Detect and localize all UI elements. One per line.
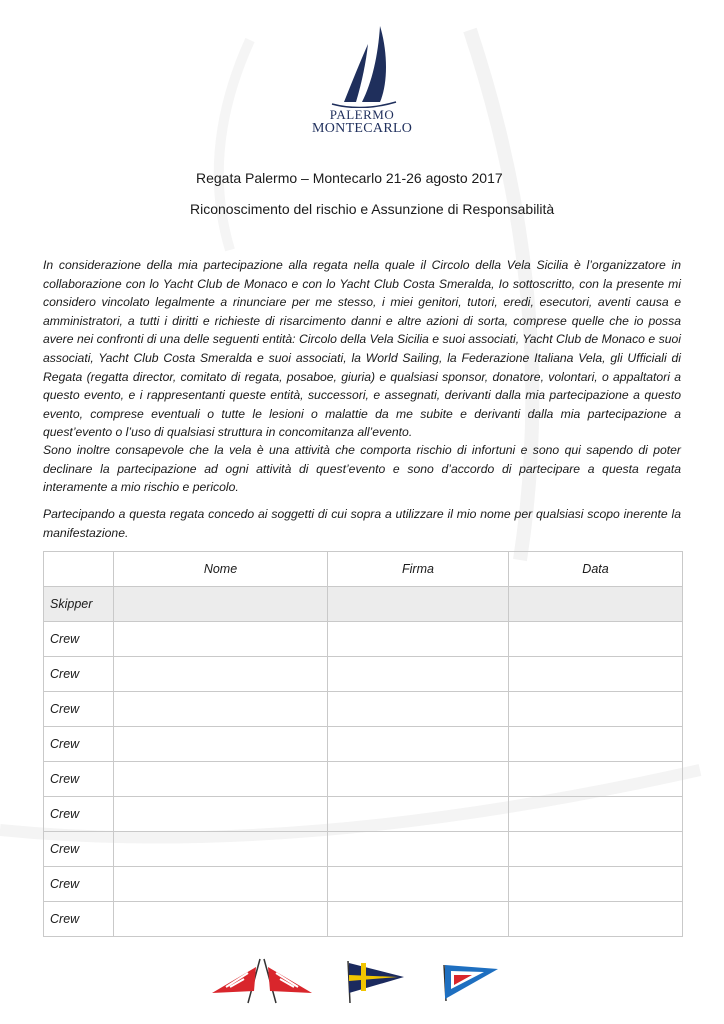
nome-cell[interactable] (114, 622, 328, 657)
firma-cell[interactable] (328, 867, 509, 902)
role-cell: Crew (44, 867, 114, 902)
nome-cell[interactable] (114, 797, 328, 832)
data-cell[interactable] (509, 692, 683, 727)
nome-cell[interactable] (114, 867, 328, 902)
palermo-montecarlo-logo (312, 22, 412, 144)
table-row (44, 797, 683, 832)
role-cell: Crew (44, 797, 114, 832)
document-title: Regata Palermo – Montecarlo 21-26 agosto 2017 (196, 170, 503, 186)
table-row (44, 832, 683, 867)
firma-cell[interactable] (328, 727, 509, 762)
table-row (44, 867, 683, 902)
data-cell[interactable] (509, 762, 683, 797)
role-cell: Crew (44, 832, 114, 867)
sailboat-logo-icon (322, 22, 402, 108)
firma-cell[interactable] (328, 762, 509, 797)
data-cell[interactable] (509, 867, 683, 902)
table-row (44, 692, 683, 727)
role-cell: Crew (44, 727, 114, 762)
table-row (44, 622, 683, 657)
role-cell: Crew (44, 657, 114, 692)
firma-cell[interactable] (328, 797, 509, 832)
yacht-club-costa-smeralda-burgee-icon (444, 965, 498, 1001)
club-burgees-footer (208, 957, 518, 1007)
data-cell[interactable] (509, 727, 683, 762)
firma-cell[interactable] (328, 692, 509, 727)
firma-cell[interactable] (328, 587, 509, 622)
data-cell[interactable] (509, 902, 683, 937)
signature-table (43, 551, 683, 937)
table-row (44, 902, 683, 937)
header-data: Data (509, 552, 683, 587)
table-row (44, 762, 683, 797)
header-nome: Nome (114, 552, 328, 587)
role-cell: Crew (44, 902, 114, 937)
circolo-vela-sicilia-burgee-icon (212, 959, 312, 1003)
logo-line-1: PALERMO (329, 107, 395, 122)
firma-cell[interactable] (328, 832, 509, 867)
table-header-row (44, 552, 683, 587)
role-cell: Crew (44, 762, 114, 797)
table-row (44, 657, 683, 692)
yacht-club-monaco-burgee-icon (348, 961, 404, 1003)
table-row (44, 727, 683, 762)
nome-cell[interactable] (114, 657, 328, 692)
firma-cell[interactable] (328, 657, 509, 692)
nome-cell[interactable] (114, 727, 328, 762)
data-cell[interactable] (509, 797, 683, 832)
paragraph-name-usage: Partecipando a questa regata concedo ai soggetti di cui sopra a utilizzare il mio nome per qualsiasi scopo inerente la manifestazione. (43, 507, 681, 540)
document-subtitle: Riconoscimento del rischio e Assunzione di Responsabilità (190, 201, 555, 217)
firma-cell[interactable] (328, 622, 509, 657)
role-cell: Skipper (44, 587, 114, 622)
data-cell[interactable] (509, 587, 683, 622)
paragraph-waiver: In considerazione della mia partecipazione alla regata nella quale il Circolo della Vela Sicilia è l’organizzatore in collaborazione con lo Yacht Club de Monaco e con lo Yacht Club Costa Smeralda, Io sottoscritto, con la presente mi considero vincolato legalmente a rinunciare per me stesso, i miei genitori, tutori, eredi, esecutori, aventi causa e amministratori, a tutti i diritti e richieste di risarcimento danni e altre azioni di sorta, comprese quelle che io possa avere nei confronti di una delle seguenti entità: Circolo della Vela Sicilia e suoi associati, Yacht Club de Monaco e suoi associati, Yacht Club Costa Smeralda e suoi associati, la World Sailing, la Federazione Italiana Vela, gli Ufficiali di Regata (regatta director, comitato di regata, posaboe, giuria) e qualsiasi sponsor, donatore, volontari, o appaltatori a questo evento, e i rappresentanti queste entità, successori, e assegnati, derivanti dalla mia partecipazione a questo evento, comprese eventuali o tutte le lesioni o malattie da me subite e derivanti dalla mia partecipazione a quest’evento o l’uso di qualsiasi struttura in concomitanza all’evento. (43, 258, 681, 440)
table-row (44, 587, 683, 622)
paragraph-risk: Sono inoltre consapevole che la vela è una attività che comporta rischio di infortuni e sono qui sapendo di poter declinare la partecipazione ad ogni attività di quest’evento e sono d’accordo di partecipare a questa regata interamente a mio rischio e pericolo. (43, 443, 681, 495)
nome-cell[interactable] (114, 587, 328, 622)
data-cell[interactable] (509, 657, 683, 692)
nome-cell[interactable] (114, 832, 328, 867)
data-cell[interactable] (509, 622, 683, 657)
nome-cell[interactable] (114, 762, 328, 797)
logo-line-2: MONTECARLO (312, 121, 413, 136)
role-cell: Crew (44, 622, 114, 657)
header-firma: Firma (328, 552, 509, 587)
role-cell: Crew (44, 692, 114, 727)
nome-cell[interactable] (114, 692, 328, 727)
nome-cell[interactable] (114, 902, 328, 937)
firma-cell[interactable] (328, 902, 509, 937)
data-cell[interactable] (509, 832, 683, 867)
header-role (44, 552, 114, 587)
